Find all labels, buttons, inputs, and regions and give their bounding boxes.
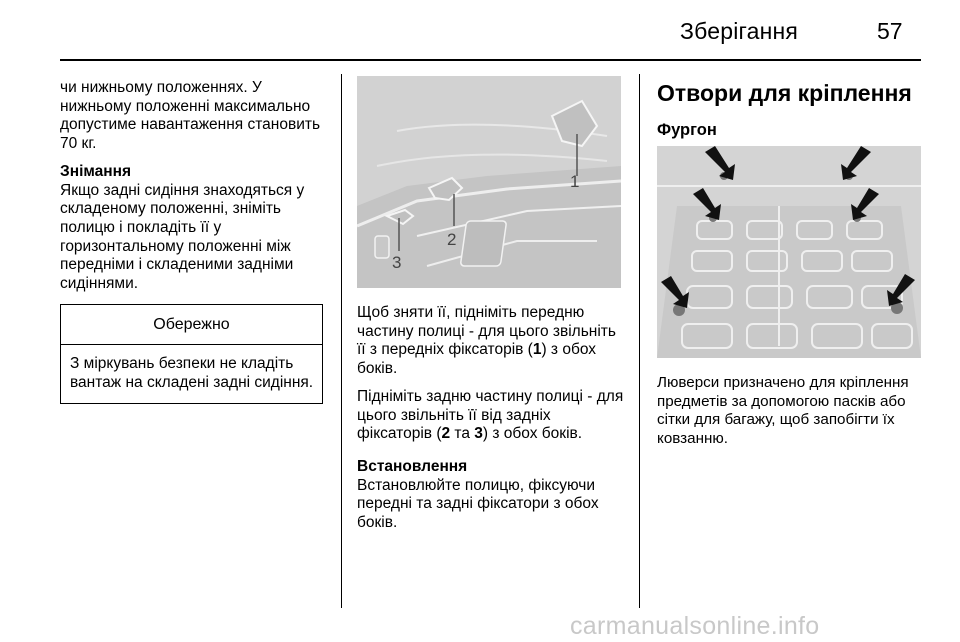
- cargo-floor-illustration: [657, 146, 921, 358]
- warning-title: Обережно: [61, 305, 322, 346]
- section-subtitle: Фургон: [657, 121, 717, 139]
- shelf-fixings-drawing: [357, 76, 621, 288]
- warning-text: З міркувань безпеки не кладіть вантаж на складені задні сидіння.: [70, 355, 314, 392]
- section-title: Отвори для кріплення: [657, 80, 912, 106]
- paragraph-load-limit: чи нижньому положеннях. У нижньому положенні максимально допустиме навантаження становить 70 кг.: [60, 79, 321, 153]
- eyelets-description: Люверси призначено для кріплення предметів за допомогою пасків або сітки для багажу, щоб запобігти їх ковзанню.: [657, 374, 909, 448]
- column-divider-right: [639, 74, 640, 608]
- figure-label-1: 1: [570, 172, 580, 191]
- column-divider-left: [341, 74, 342, 608]
- right-column-text: [657, 374, 929, 458]
- page-number: 57: [877, 18, 903, 44]
- header-rule: [60, 59, 921, 61]
- install-section: [357, 458, 627, 533]
- paragraph-remove-rear: Підніміть задню частину полиці - для цього звільніть її від задніх фіксаторів (2 та 3) з обох боків.: [357, 387, 624, 443]
- left-column: [60, 79, 323, 404]
- cargo-floor-drawing: [657, 146, 921, 358]
- paragraph-remove-front: Щоб зняти її, підніміть передню частину полиці - для цього звільніть її з передніх фіксаторів (1) з обох боків.: [357, 304, 616, 378]
- removal-text: Якщо задні сидіння знаходяться у складеному положенні, зніміть полицю і покладіть її у горизонтальному положенні між передніми і складеними задніми сидіннями.: [60, 181, 305, 293]
- removal-heading: Знімання: [60, 162, 132, 180]
- removal-section: [60, 163, 323, 294]
- watermark: carmanualsonline.info: [570, 612, 820, 640]
- warning-box: [60, 304, 323, 404]
- middle-column: [357, 304, 627, 542]
- page-header-title: Зберігання: [680, 18, 799, 44]
- figure-label-3: 3: [392, 253, 402, 272]
- figure-label-2: 2: [447, 230, 457, 249]
- install-text: Встановлюйте полицю, фіксуючи передні та задні фіксатори з обох боків.: [357, 476, 599, 532]
- install-heading: Встановлення: [357, 457, 468, 475]
- right-column: [657, 79, 923, 150]
- shelf-fixings-illustration: [357, 76, 621, 288]
